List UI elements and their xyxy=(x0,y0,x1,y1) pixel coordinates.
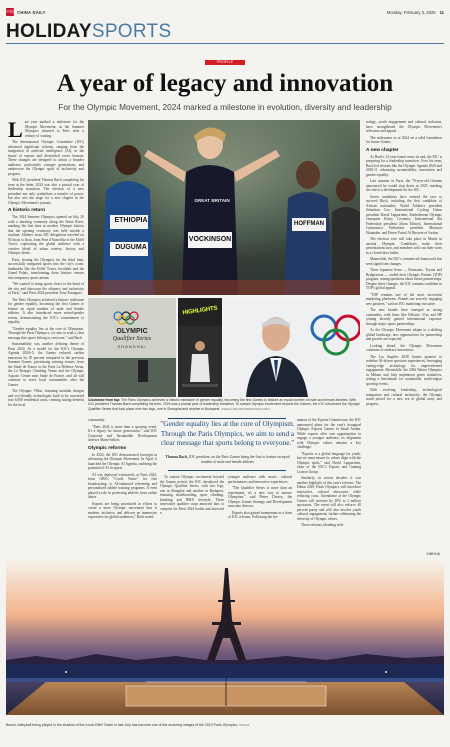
quote-attribution: Thomas Bach, IOC president, on the Paris Games being the first to feature an equal number of male and female athletes xyxy=(165,455,290,464)
photo-caption: Clockwise from top: The Paris Olympics achieved a historic milestone in gender equality, becoming the first Games to feature an equal number of male and female athletes. With IOC president Thomas Bach completing his term, 2024 was a pivotal year of leadership transition. To sustain Olympic excitement beyond the Games, the IOC introduced the Olympic Qualifier Series that took place over two legs, one in Shanghai and another in Budapest. XINHUA AND REUTERS/CHINA DAILY xyxy=(88,398,361,411)
article-column-2: community. "Paris 2024 is more than a sporting event. It's a legacy for future generations," said IOC Corporate and Sustainable Development director Marie Sallois. Olympic reforms In 2024, the IOC demonstrated foresight in advancing the Olympic Movement. In April, it launched the Olympic AI Agenda, outlining the potential of AI in sports. AI was deployed extensively at Paris 2024, from OBS's "Covid Venue" for free broadcasting, to AI-enhanced refereeing and personalized athlete training programs. It even played a role in protecting athletes from online abuse. Esports are being prioritized in efforts to create a more Olympic movement that is modern, inclusive, and delivers an immersive experience for global audiences," Bach noted. xyxy=(88,418,157,519)
bib-duguma: DUGUMA xyxy=(115,244,147,251)
subheading-new-chapter: A new chapter xyxy=(366,147,399,153)
page-date: Monday, February 3, 2025 xyxy=(386,9,436,15)
article-byline: XINHUA xyxy=(426,552,440,556)
highlights-sign: HIGHLIGHTS xyxy=(182,305,218,317)
kicker-label: PROFILE xyxy=(205,60,245,65)
subheadline: For the Olympic Movement, 2024 marked a milestone in evolution, diversity and leadership xyxy=(58,102,392,112)
photo-track-race xyxy=(88,120,360,295)
bib-vockinson: VOCKINSON xyxy=(188,236,232,243)
photo-eiffel-beach-volleyball xyxy=(6,560,444,715)
drop-cap: L xyxy=(8,120,23,142)
section-title: HOLIDAYSPORTS xyxy=(6,21,172,42)
bottom-photo-caption: Beach volleyball being played in the shadow of the iconic Eiffel Tower in late July has become one of the enduring images of the 2024 Paris Olympics. XINHUA xyxy=(6,723,250,727)
page-number: 11 xyxy=(439,9,444,15)
headline: A year of legacy and innovation xyxy=(56,70,394,97)
pull-quote: "Gender equality lies at the core of Olympism. Through the Paris Olympics, we aim to send a clear message that sports belong to everyone." xyxy=(160,420,295,447)
quote-rule-bottom xyxy=(168,470,286,471)
subheading-historic-return: A historic return xyxy=(8,208,46,213)
jersey-great-britain: GREAT BRITAIN xyxy=(194,198,230,203)
olympic-banner-line3: SHANGHAI xyxy=(117,344,147,349)
photo-breakdancer xyxy=(178,298,222,397)
subheading-olympic-reforms: Olympic reforms xyxy=(88,445,127,451)
photo-thomas-bach xyxy=(224,298,360,397)
china-daily-logo: 中国 xyxy=(6,9,14,14)
bib-hoffman: HOFFMAN xyxy=(294,221,324,227)
article-column-6: nology, youth engagement and cultural inclusion, have strengthened the Olympic Movement's relevance and appeal. The milestones as of 2024 set a solid foundation for future Games. A new chapter As Bach's 12-year tenure nears its end, the IOC is preparing for a leadership transition. Over his term, Bach led reforms like the Olympic Agenda 2020 and 2020+5, advancing sustainability, innovation and gender equality. Last summer in Paris, the 70-year-old German announced he would step down in 2025, marking the end of a development for the IOC. Seven candidates have entered the race to succeed Bach, including the first candidate of African nationality. World Athletics president Sebastian Coe, International Cycling Union president David Lappartient, Zimbabwean Olympic champion Kirsty Coventry, International Ski Federation president Johan Eliasch, International Gymnastics Federation president Morinari Watanabe, and Prince Faisal Al Hussein of Jordan. The election vote will take place in March in ancient Olympia. Candidates make their presentations now, and members will cast their votes in a closed-door ballot. Meanwhile, the IOC's commercial framework has seen significant changes. Three Japanese firms — Panasonic, Toyota and Bridgestone — ended their Olympic Partner (TOP) program, raising questions about future partnerships. Despite these changes, the IOC remains confident in TOP's global appeal. "TOP remains one of the most successful marketing platforms. Brands are actively engaging new partners," said an IOC marketing executive. The new brands have emerged as strong contenders, with firms like Deloitte, Vivo and HP joining already gained international exposure through major sports partnerships. As the Olympic Movement adapts to a shifting global landscape, new opportunities for partnership and growth are expected. Looking ahead, the Olympic Movement continues to embrace innovation. The Los Angeles 2028 Games promise to redefine AI-driven spectator experiences, leveraging cutting-edge technology for unprecedented engagement. Meanwhile, the 2026 Winter Olympics in Milano and Italy implement green initiatives, setting a benchmark for sustainable, multi-region sporting events. With evolving leadership, technological integration and cultural inclusivity, the Olympic stand poised for a new era of global unity and progress. xyxy=(366,120,442,406)
quote-rule-top xyxy=(168,418,286,419)
olympic-banner-line1: OLYMPIC xyxy=(116,328,148,335)
eiffel-tower-image xyxy=(6,560,444,715)
olympic-banner-line2: Qualifier Series xyxy=(112,336,152,342)
track-race-image xyxy=(88,120,360,295)
page-header xyxy=(6,6,444,18)
bib-ethiopia: ETHIOPIA xyxy=(114,217,148,224)
photo-olympic-qualifier xyxy=(88,298,176,397)
article-column-1: Last year marked a milestone for the Olympic Movement, as the Summer Olympics returned to Paris after a century of waiting. The International Olympic Committee (IOC) advanced significant reforms, ranging from the integration of artificial intelligence (AI), to the future of esports and diversified event formats. These changes are designed to attract a broader audience, particularly younger generations, and underscore the Olympic spirit of inclusivity and progress. With IOC president Thomas Bach completing his term at the helm, 2024 was also a pivotal year of leadership transition. The election of a new president not only symbolizes a transfer of power, but also sets the stage for a new chapter in the Olympic Movement's journey. A historic return The 2024 Summer Olympics opened on July 26 with a dazzling ceremony along the Seine River, marking the first time in modern Olympic history that the opening ceremony was held outside a stadium. Athletes from 205 delegations traveled on 94 boats to float, from Pont d'Austerlitz to the Eiffel Tower, captivating the global audience with a creative blend of urban scenery, history and Olympic ideals. Paris, hosting the Olympics for the third time, successfully integrated sports into the city's iconic landmarks like the Eiffel Tower, Invalides and the Grand Palais, transforming these historic venues into temporary sports arenas. "We wanted to bring sports closer to the heart of the city and showcase the vibrancy and inclusivity of Paris," said Paris 2024 president Tony Estanguet. The Paris Olympics achieved a historic milestone for gender equality, becoming the first Games to feature an equal number of male and female athletes. It also introduced more mixed-gender events, demonstrating the IOC's commitment to equality. "Gender equality lies at the core of Olympism. Through the Paris Olympics, we aim to send a clear message that sports belong to everyone," said Bach. Sustainability was another defining theme of Paris 2024. As a model for the IOC's Olympic Agenda 2020+5, the Games reduced carbon emissions by 50 percent compared to the previous Summer Games, prioritizing existing venues, from the Stade de France to the Paris La Défense Arena, the Le Bourget Climbing Venue and the Olympic Aquatic Centre near Stade de France, and all will continue to serve local communities after the Games. The Olympic Villas, featuring modular designs and eco-friendly technologies built to be converted into 6,000 residential units, creating lasting benefits for the local xyxy=(8,120,84,407)
brand-name: CHINA DAILY xyxy=(17,9,46,15)
section-divider xyxy=(6,43,444,44)
article-column-5: mation of the Esports Commission, the IOC announced plans for the year's inaugural Olympic Esports Games in Saudi Arabia. While esports offer vast opportunities to engage a younger audience, its alignment with Olympic values remains a key challenge. "Esports is a global language for youth, but we must ensure its values align with the Olympic spirit," said David Lappartient, chair of the IOC's Esports and Gaming Liaison Group. Similarly, in recent decades it was another highlight of this year's reforms. The Dakar 2026 Youth Olympics will introduce innovative, cultural showcases while reducing costs. Attendance at the Olympic Games will increase by 20% to 2 million spectators. The event will also enforce 40 percent parity and will also involve youth cultural engagement, further celebrating the diversity of Olympic values. These reforms, blending tech- xyxy=(297,418,361,527)
article-column-4: younger audience with music, cultural performances and interactive experiences. "The Qualifier Series is more than an experiment; it's a new way to nurture Olympism," said Pierre Ducrey, the Olympic Games Strategy and Development associate director. Esports also gained momentum as a form of IOC reforms. Following the for- xyxy=(228,475,292,519)
article-column-3: To sustain Olympic excitement beyond the Games period, the IOC introduced the Olympic Qualifier Series, with two legs, one in Shanghai and another in Budapest, featuring skateboarding, sport climbing, breaking and BMX freestyle. These innovative qualifier stops attracted fans to compete for Paris 2024 berths and attracted a xyxy=(160,475,224,515)
